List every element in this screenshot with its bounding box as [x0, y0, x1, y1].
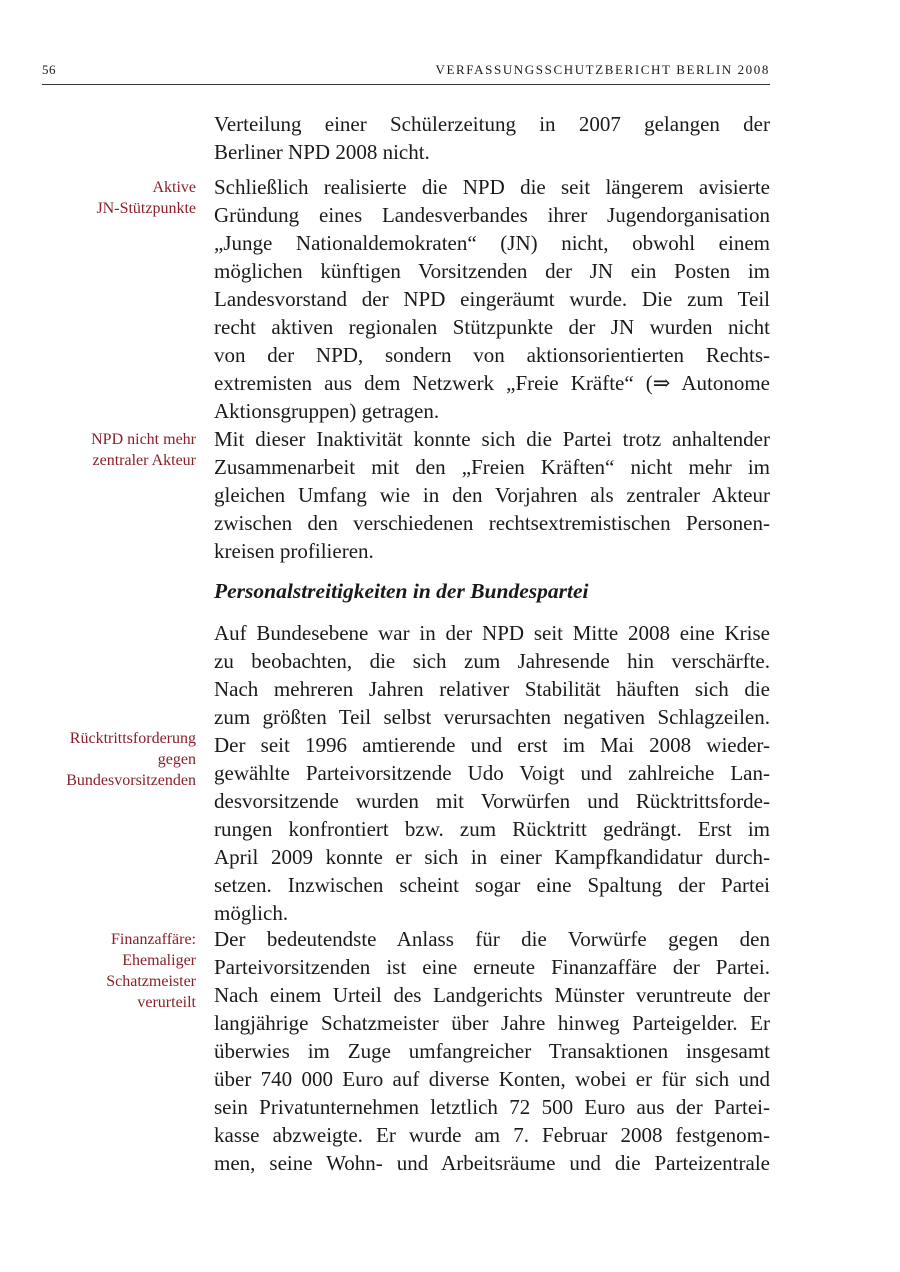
- margin-note-line: Ehemaliger: [122, 952, 196, 969]
- text-line: recht aktiven regionalen Stützpunkte der JN wurden nicht: [214, 315, 770, 339]
- text-line: Gründung eines Landesverbandes ihrer Jugendorganisation: [214, 203, 770, 227]
- paragraph: [214, 425, 770, 565]
- text-line: sein Privatunternehmen letztlich 72 500 Euro aus der Partei-: [214, 1095, 770, 1119]
- text-line: Parteivorsitzenden ist eine erneute Finanzaffäre der Partei.: [214, 955, 770, 979]
- text-line: zum größten Teil selbst verursachten negativen Schlagzeilen.: [214, 705, 770, 729]
- margin-note: [66, 728, 196, 791]
- margin-note-line: Finanzaffäre:: [111, 931, 196, 948]
- margin-note-line: verurteilt: [137, 994, 196, 1011]
- section-heading: Personalstreitigkeiten in der Bundespartei: [214, 579, 589, 603]
- margin-note-line: Schatzmeister: [106, 973, 196, 990]
- text-line: gleichen Umfang wie in den Vorjahren als zentraler Akteur: [214, 483, 770, 507]
- margin-note: [91, 429, 196, 471]
- text-line: möglichen künftigen Vorsitzenden der JN ein Posten im: [214, 259, 770, 283]
- text-line: überwies im Zuge umfangreicher Transaktionen insgesamt: [214, 1039, 770, 1063]
- paragraph: [214, 110, 770, 166]
- text-line: Zusammenarbeit mit den „Freien Kräften“ nicht mehr im: [214, 455, 770, 479]
- running-title: VERFASSUNGSSCHUTZBERICHT BERLIN 2008: [435, 62, 770, 77]
- page-header: [42, 58, 770, 85]
- text-line: über 740 000 Euro auf diverse Konten, wobei er für sich und: [214, 1067, 770, 1091]
- text-line: von der NPD, sondern von aktionsorientierten Rechts-: [214, 343, 770, 367]
- margin-note-line: JN-Stützpunkte: [96, 200, 196, 217]
- text-line: Schließlich realisierte die NPD die seit längerem avisierte: [214, 175, 770, 199]
- margin-note-line: Bundesvorsitzenden: [66, 772, 196, 789]
- text-line: Auf Bundesebene war in der NPD seit Mitte 2008 eine Krise: [214, 621, 770, 645]
- text-line: kasse abzweigte. Er wurde am 7. Februar 2008 festgenom-: [214, 1123, 770, 1147]
- text-line: setzen. Inzwischen scheint sogar eine Spaltung der Partei: [214, 873, 770, 897]
- paragraph: [214, 173, 770, 425]
- margin-note-line: zentraler Akteur: [92, 452, 196, 469]
- text-line: Nach mehreren Jahren relativer Stabilität häuften sich die: [214, 677, 770, 701]
- text-line: Nach einem Urteil des Landgerichts Münster veruntreute der: [214, 983, 770, 1007]
- margin-note: [106, 929, 196, 1013]
- text-line: kreisen profilieren.: [214, 539, 374, 563]
- text-line: rungen konfrontiert bzw. zum Rücktritt gedrängt. Erst im: [214, 817, 770, 841]
- text-line: Landesvorstand der NPD eingeräumt wurde. Die zum Teil: [214, 287, 770, 311]
- paragraph: [214, 925, 770, 1177]
- text-line: gewählte Parteivorsitzende Udo Voigt und zahlreiche Lan-: [214, 761, 770, 785]
- text-line: extremisten aus dem Netzwerk „Freie Kräfte“ (⇒ Autonome: [214, 371, 770, 395]
- text-line: Der seit 1996 amtierende und erst im Mai 2008 wieder-: [214, 733, 770, 757]
- text-line: Aktionsgruppen) getragen.: [214, 399, 440, 423]
- text-line: „Junge Nationaldemokraten“ (JN) nicht, obwohl einem: [214, 231, 770, 255]
- margin-note-line: gegen: [157, 751, 196, 768]
- text-line: Mit dieser Inaktivität konnte sich die Partei trotz anhaltender: [214, 427, 770, 451]
- text-line: langjährige Schatzmeister über Jahre hinweg Parteigelder. Er: [214, 1011, 770, 1035]
- page-number: 56: [42, 62, 56, 77]
- margin-note-line: Aktive: [152, 179, 196, 196]
- text-line: April 2009 konnte er sich in einer Kampfkandidatur durch-: [214, 845, 770, 869]
- margin-note-line: NPD nicht mehr: [91, 431, 196, 448]
- paragraph: [214, 619, 770, 927]
- text-line: desvorsitzende wurden mit Vorwürfen und Rücktrittsforde-: [214, 789, 770, 813]
- text-line: Der bedeutendste Anlass für die Vorwürfe gegen den: [214, 927, 770, 951]
- text-line: möglich.: [214, 901, 289, 925]
- text-line: Verteilung einer Schülerzeitung in 2007 gelangen der: [214, 112, 770, 136]
- text-line: Berliner NPD 2008 nicht.: [214, 140, 430, 164]
- text-line: zu beobachten, die sich zum Jahresende hin verschärfte.: [214, 649, 770, 673]
- text-line: zwischen den verschiedenen rechtsextremistischen Personen-: [214, 511, 770, 535]
- text-line: men, seine Wohn- und Arbeitsräume und die Parteizentrale: [214, 1151, 770, 1175]
- margin-note: [96, 177, 196, 219]
- margin-note-line: Rücktrittsforderung: [69, 730, 196, 747]
